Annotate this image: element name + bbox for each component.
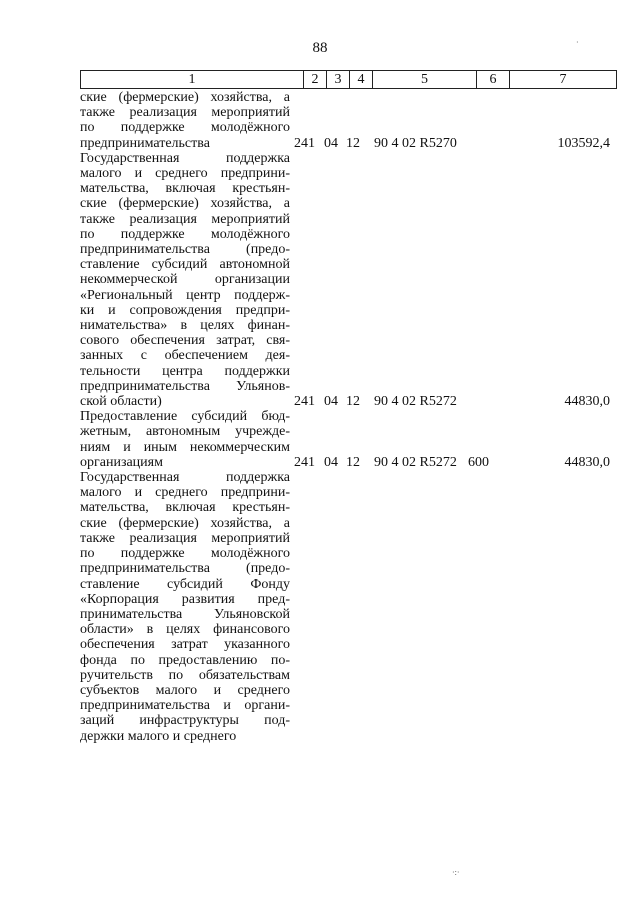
description-line: ские (фермерские) хозяйства, а (80, 90, 290, 105)
description-line: принимательства Ульяновской (80, 606, 290, 622)
scan-speck: · (576, 38, 579, 47)
description-line: жетным, автономным учрежде- (80, 424, 290, 440)
cell-rz-code: 04 (324, 394, 338, 410)
column-header-1: 1 (81, 71, 304, 89)
cell-cs-code: 90 4 02 R5272 (374, 454, 457, 470)
description-line: ниям и иным некоммерческим (80, 439, 290, 455)
description-line: некоммерческой организации (80, 272, 290, 288)
description-line: нимательства» в целях финан- (80, 318, 290, 334)
description-line: также реализация мероприятий (80, 211, 290, 227)
description-line: ставление субсидий автономной (80, 257, 290, 273)
cell-amount: 44830,0 (564, 454, 610, 470)
cell-amount: 44830,0 (564, 394, 610, 410)
cell-rz-code: 04 (324, 135, 338, 151)
table-row (80, 470, 610, 744)
description-line: фонда по предоставлению по- (80, 652, 290, 668)
table-row (80, 90, 610, 151)
column-header-5: 5 (373, 71, 477, 89)
description-line: ские (фермерские) хозяйства, а (80, 196, 290, 212)
description-line: предпринимательства Ульянов- (80, 378, 290, 394)
cell-rz-code: 04 (324, 454, 338, 470)
row-description (80, 470, 290, 744)
description-line: тельности центра поддержки (80, 363, 290, 379)
scan-speck: ·:· (452, 868, 460, 877)
cell-vr-code (468, 136, 500, 151)
description-line: мательства, включая крестьян- (80, 500, 290, 516)
description-line: предпринимательства и органи- (80, 698, 290, 714)
cell-vr-code (468, 394, 500, 409)
description-line: обеспечения затрат указанного (80, 637, 290, 653)
column-header-6: 6 (477, 71, 510, 89)
description-line: Государственная поддержка (80, 470, 290, 486)
description-line: ручительств по обязательствам (80, 667, 290, 683)
column-header-3: 3 (327, 71, 350, 89)
cell-gr-code: 241 (294, 135, 315, 151)
description-line: по поддержке молодёжного (80, 120, 290, 136)
description-line: мательства, включая крестьян- (80, 181, 290, 197)
table-row (80, 151, 610, 409)
row-codes (294, 455, 610, 470)
description-line: субъектов малого и среднего (80, 682, 290, 698)
description-line: «Региональный центр поддерж- (80, 287, 290, 303)
description-line: ские (фермерские) хозяйства, а (80, 515, 290, 531)
column-header-7: 7 (510, 71, 617, 89)
cell-amount: 103592,4 (557, 135, 610, 151)
row-description (80, 151, 290, 409)
description-line: держки малого и среднего (80, 728, 237, 744)
cell-pr-code: 12 (346, 454, 360, 470)
description-line: организациям (80, 454, 163, 470)
cell-pr-code: 12 (346, 394, 360, 410)
description-line: также реализация мероприятий (80, 530, 290, 546)
column-header-2: 2 (304, 71, 327, 89)
row-codes (294, 136, 610, 151)
column-header-row (81, 71, 617, 89)
column-header-4: 4 (350, 71, 373, 89)
budget-table-body (80, 90, 610, 744)
cell-cs-code: 90 4 02 R5270 (374, 135, 457, 151)
cell-vr-code: 600 (468, 454, 489, 470)
row-description (80, 90, 290, 151)
page-number: 88 (312, 40, 328, 56)
description-line: по поддержке молодёжного (80, 546, 290, 562)
description-line: Государственная поддержка (80, 150, 290, 166)
description-line: ставление субсидий Фонду (80, 576, 290, 592)
table-row (80, 409, 610, 470)
description-line: предпринимательства (80, 135, 210, 151)
description-line: малого и среднего предприни- (80, 485, 290, 501)
column-header-table (80, 70, 617, 89)
description-line: области» в целях финансового (80, 622, 290, 638)
cell-pr-code: 12 (346, 135, 360, 151)
description-line: предпринимательства (предо- (80, 242, 290, 258)
cell-cs-code: 90 4 02 R5272 (374, 394, 457, 410)
description-line: «Корпорация развития пред- (80, 591, 290, 607)
description-line: предпринимательства (предо- (80, 561, 290, 577)
description-line: малого и среднего предприни- (80, 166, 290, 182)
description-line: также реализация мероприятий (80, 105, 290, 121)
description-line: занных с обеспечением дея- (80, 348, 290, 364)
cell-gr-code: 241 (294, 394, 315, 410)
description-line: заций инфраструктуры под- (80, 713, 290, 729)
cell-gr-code: 241 (294, 454, 315, 470)
description-line: ки и сопровождения предпри- (80, 302, 290, 318)
row-codes (294, 394, 610, 409)
description-line: Предоставление субсидий бюд- (80, 409, 290, 425)
description-line: ской области) (80, 394, 162, 410)
description-line: по поддержке молодёжного (80, 226, 290, 242)
row-description (80, 409, 290, 470)
description-line: сового обеспечения затрат, свя- (80, 333, 290, 349)
